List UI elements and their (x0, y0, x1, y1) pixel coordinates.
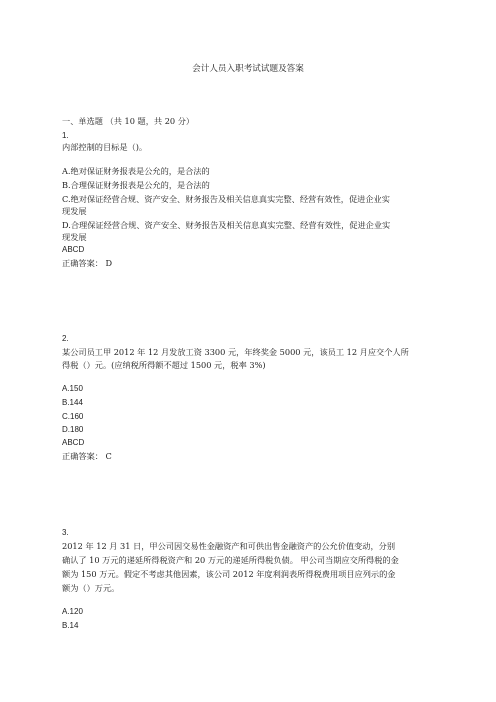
question-1-option-a: A.绝对保证财务报表是公允的，是合法的 (62, 166, 210, 176)
question-1-option-d: D.合理保证经营合规、资产安全、财务报告及相关信息真实完整、经营有效性，促进企业实 (62, 220, 391, 230)
question-2-text-line-1: 某公司员工甲 2012 年 12 月发放工资 3300 元，年终奖金 5000 元，该员工 12 月应交个人所 (62, 347, 409, 357)
question-3-text-line-2: 确认了 10 万元的递延所得税资产和 20 万元的递延所得税负债。 甲公司当期应交所得税的金 (62, 555, 399, 565)
question-1-option-c: C.绝对保证经营合规、资产安全、财务报告及相关信息真实完整、经营有效性，促进企业实 (62, 194, 390, 204)
question-1-option-c-cont: 现发展 (62, 206, 87, 216)
question-3-text-line-3: 额为 150 万元。假定不考虑其他因素，该公司 2012 年度利润表所得税费用项目应列示的金 (62, 569, 396, 579)
question-1-option-d-cont: 现发展 (62, 232, 87, 242)
question-2-option-a: A.150 (62, 384, 83, 393)
question-2-answer: 正确答案： C (62, 451, 112, 461)
question-3-option-b: B.14 (62, 621, 79, 630)
question-2-option-c: C.160 (62, 412, 84, 421)
question-1-choices: ABCD (62, 245, 85, 254)
question-1-answer: 正确答案： D (62, 258, 113, 268)
question-2-text-line-2: 得税（）元。(应纳税所得额不超过 1500 元，税率 3%) (62, 360, 266, 370)
question-2-number: 2. (62, 334, 69, 343)
question-1-option-b: B.合理保证财务报表是公允的，是合法的 (62, 180, 210, 190)
question-3-text-line-4: 额为（）万元。 (62, 583, 120, 593)
question-3-text-line-1: 2012 年 12 月 31 日，甲公司因交易性金融资产和可供出售金融资产的公允价值变动，分别 (62, 541, 396, 551)
question-2-option-b: B.144 (62, 398, 83, 407)
document-title: 会计人员入职考试试题及答案 (192, 64, 304, 74)
question-1-number: 1. (62, 131, 69, 140)
question-3-option-a: A.120 (62, 607, 83, 616)
section-header: 一、单选题 （共 10 题，共 20 分） (62, 116, 195, 126)
question-1-text: 内部控制的目标是（)。 (62, 142, 148, 152)
question-2-choices: ABCD (62, 438, 85, 447)
question-2-option-d: D.180 (62, 425, 84, 434)
question-3-number: 3. (62, 528, 69, 537)
